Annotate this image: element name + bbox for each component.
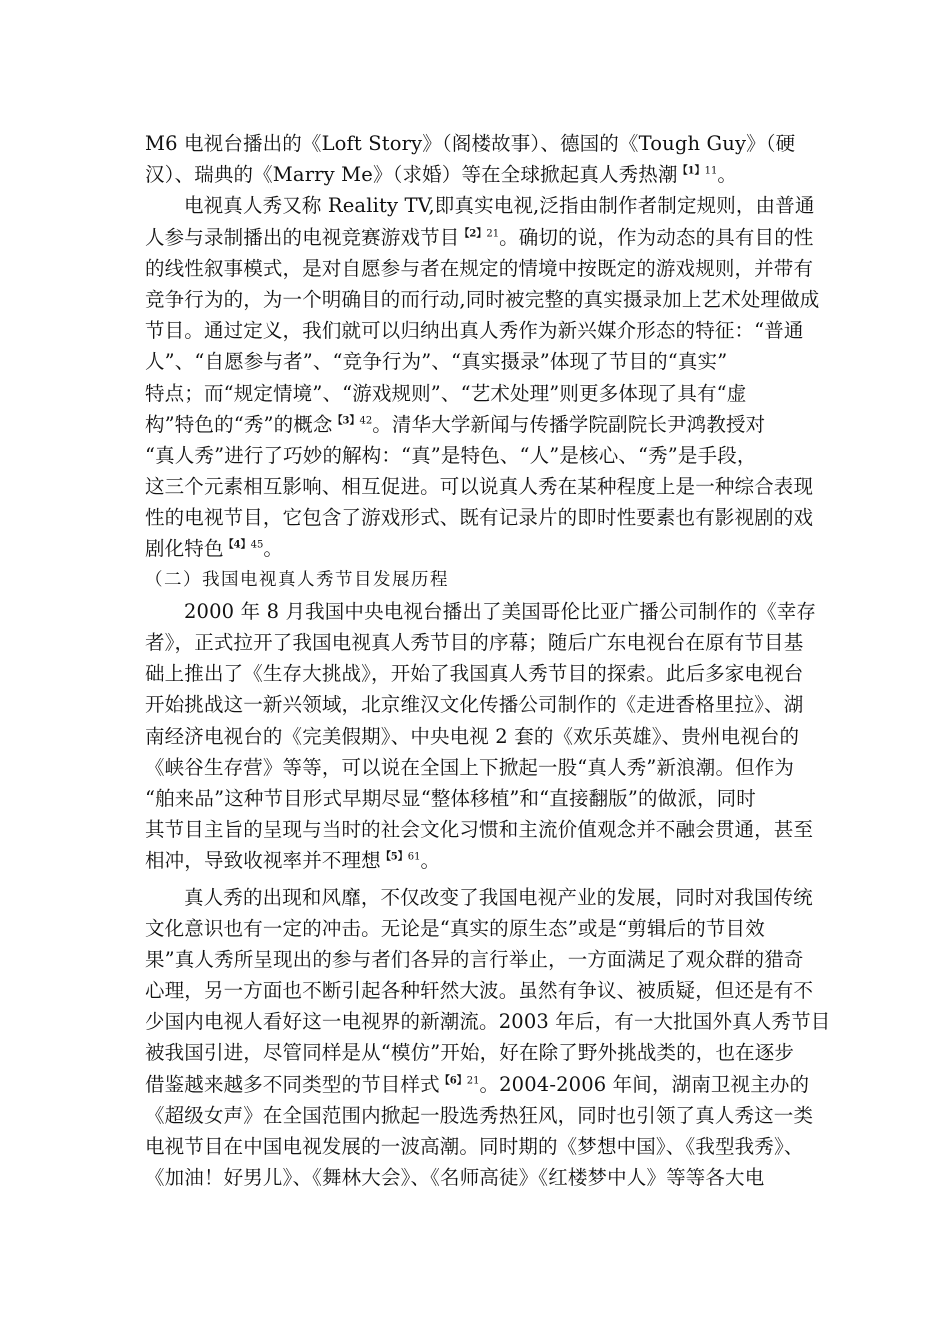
line-text: 竞争行为的，为一个明确目的而行动,同时被完整的真实摄录加上艺术处理做成 (145, 287, 820, 311)
text-line (145, 721, 805, 752)
line-text: 开始挑战这一新兴领域，北京维汉文化传播公司制作的《走进香格里拉》、湖 (145, 693, 804, 717)
line-tail-text: 。2004-2006 年间，湖南卫视主办的 (479, 1072, 810, 1096)
text-line (145, 627, 805, 658)
citation-superscript (440, 1075, 480, 1086)
citation-superscript (678, 166, 718, 177)
text-line (145, 190, 815, 221)
line-tail-text: 。 (717, 163, 737, 187)
line-text: 节目。通过定义，我们就可以归纳出真人秀作为新兴媒介形态的特征：“普通 (145, 319, 804, 343)
line-text: 电视节目在中国电视发展的一波高潮。同时期的《梦想中国》、《我型我秀》、 (145, 1135, 804, 1158)
line-tail-text: 。清华大学新闻与传播学院副院长尹鸿教授对 (372, 412, 766, 436)
line-text: （二）我国电视真人秀节目发展历程 (145, 569, 449, 590)
line-text: 剧化特色 (145, 537, 224, 561)
line-text: 《超级女声》在全国范围内掀起一股选秀热狂风，同时也引领了真人秀这一类 (145, 1103, 814, 1127)
text-line (145, 913, 805, 944)
text-line (145, 1006, 831, 1037)
line-text: 2000 年 8 月我国中央电视台播出了美国哥伦比亚广播公司制作的《幸存 (184, 599, 817, 623)
text-line (145, 845, 805, 876)
text-line (145, 409, 805, 440)
line-text: 少国内电视人看好这一电视界的新潮流。2003 年后，有一大批国外真人秀节目 (145, 1010, 831, 1034)
body-text (145, 128, 831, 1193)
text-line (145, 1069, 810, 1100)
line-text: 的线性叙事模式，是对自愿参与者在规定的情境中按既定的游戏规则，并带有 (145, 256, 814, 280)
line-text: 人”、“自愿参与者”、“竞争行为”、“真实摄录”体现了节目的“真实” (145, 350, 728, 374)
citation-page: 11 (704, 165, 718, 177)
text-line (145, 128, 805, 159)
line-text: “舶来品”这种节目形式早期尽显“整体移植”和“直接翻版”的做派，同时 (145, 786, 756, 810)
citation-page: 42 (359, 415, 373, 427)
text-line (145, 502, 814, 533)
text-line (145, 1131, 805, 1162)
text-line (145, 159, 805, 190)
text-line (145, 814, 814, 845)
text-line (145, 944, 805, 975)
citation-superscript (333, 415, 373, 426)
citation-superscript (459, 228, 499, 239)
citation-page: 21 (486, 228, 500, 240)
citation-page: 21 (466, 1075, 480, 1087)
line-text: M6 电视台播出的《Loft Story》（阁楼故事）、德国的《Tough Guy》（硬 (145, 132, 796, 155)
line-text: 《加油！好男儿》、《舞林大会》、《名师高徒》《红楼梦中人》等等各大电 (145, 1166, 765, 1190)
line-tail-text: 。确切的说，作为动态的具有目的性 (499, 225, 814, 249)
text-line (145, 783, 805, 814)
line-tail-text: 。 (420, 849, 441, 873)
text-line (145, 689, 805, 720)
text-line (145, 222, 814, 253)
text-line (145, 752, 805, 783)
text-line (145, 253, 814, 284)
line-text: 构”特色的“秀”的概念 (145, 412, 333, 436)
citation-superscript (381, 852, 421, 863)
line-text: “真人秀”进行了巧妙的解构：“真”是特色、“人”是核心、“秀”是手段， (145, 443, 757, 467)
text-line (145, 1162, 805, 1193)
line-text: 心理，另一方面也不断引起各种轩然大波。虽然有争议、被质疑，但还是有不 (145, 979, 814, 1003)
line-text: 《峡谷生存营》等等，可以说在全国上下掀起一股“真人秀”新浪潮。但作为 (145, 755, 795, 779)
line-tail-text: 。 (263, 537, 283, 561)
citation-ref: 【2】 (459, 228, 487, 240)
citation-ref: 【1】 (677, 165, 705, 177)
line-text: 人参与录制播出的电视竞赛游戏节目 (145, 225, 460, 249)
text-line (145, 1037, 805, 1068)
text-line (145, 882, 813, 913)
citation-superscript (224, 540, 264, 551)
text-line (145, 284, 820, 315)
line-text: 电视真人秀又称 Reality TV,即真实电视,泛指由制作者制定规则，由普通 (184, 194, 815, 218)
text-line (145, 1100, 814, 1131)
line-text: 借鉴越来越多不同类型的节目样式 (145, 1072, 440, 1096)
citation-page: 45 (250, 539, 264, 551)
line-text: 汉）、瑞典的《Marry Me》（求婚）等在全球掀起真人秀热潮 (145, 163, 678, 187)
citation-page: 61 (407, 851, 421, 863)
citation-ref: 【4】 (223, 539, 251, 551)
section-heading (145, 565, 805, 596)
line-text: 果”真人秀所呈现出的参与者们各异的言行举止，一方面满足了观众群的猎奇 (145, 947, 804, 971)
line-text: 性的电视节目，它包含了游戏形式、既有记录片的即时性要素也有影视剧的戏 (145, 506, 814, 530)
line-text: 被我国引进，尽管同样是从“模仿”开始，好在除了野外挑战类的，也在逐步 (145, 1041, 795, 1065)
line-text: 础上推出了《生存大挑战》，开始了我国真人秀节目的探索。此后多家电视台 (145, 662, 804, 686)
line-text: 真人秀的出现和风靡，不仅改变了我国电视产业的发展，同时对我国传统 (184, 885, 813, 909)
line-text: 文化意识也有一定的冲击。无论是“真实的原生态”或是“剪辑后的节目效 (145, 916, 765, 940)
text-line (145, 975, 814, 1006)
text-line (145, 658, 805, 689)
citation-ref: 【3】 (332, 415, 360, 427)
line-text: 南经济电视台的《完美假期》、中央电视 2 套的《欢乐英雄》、贵州电视台的 (145, 724, 800, 748)
text-line (145, 440, 805, 471)
line-text: 其节目主旨的呈现与当时的社会文化习惯和主流价值观念并不融会贯通，甚至 (145, 818, 814, 842)
citation-ref: 【5】 (380, 851, 408, 863)
line-text: 这三个元素相互影响、相互促进。可以说真人秀在某种程度上是一种综合表现 (145, 475, 814, 499)
citation-ref: 【6】 (439, 1075, 467, 1087)
line-text: 者》，正式拉开了我国电视真人秀节目的序幕；随后广东电视台在原有节目基 (145, 631, 804, 654)
line-text: 特点；而“规定情境”、“游戏规则”、“艺术处理”则更多体现了具有“虚 (145, 381, 747, 405)
text-line (145, 596, 817, 627)
text-line (145, 315, 805, 346)
text-line (145, 378, 805, 409)
text-line (145, 533, 805, 564)
text-line (145, 471, 814, 502)
text-line (145, 346, 805, 377)
line-text: 相冲，导致收视率并不理想 (145, 849, 381, 873)
